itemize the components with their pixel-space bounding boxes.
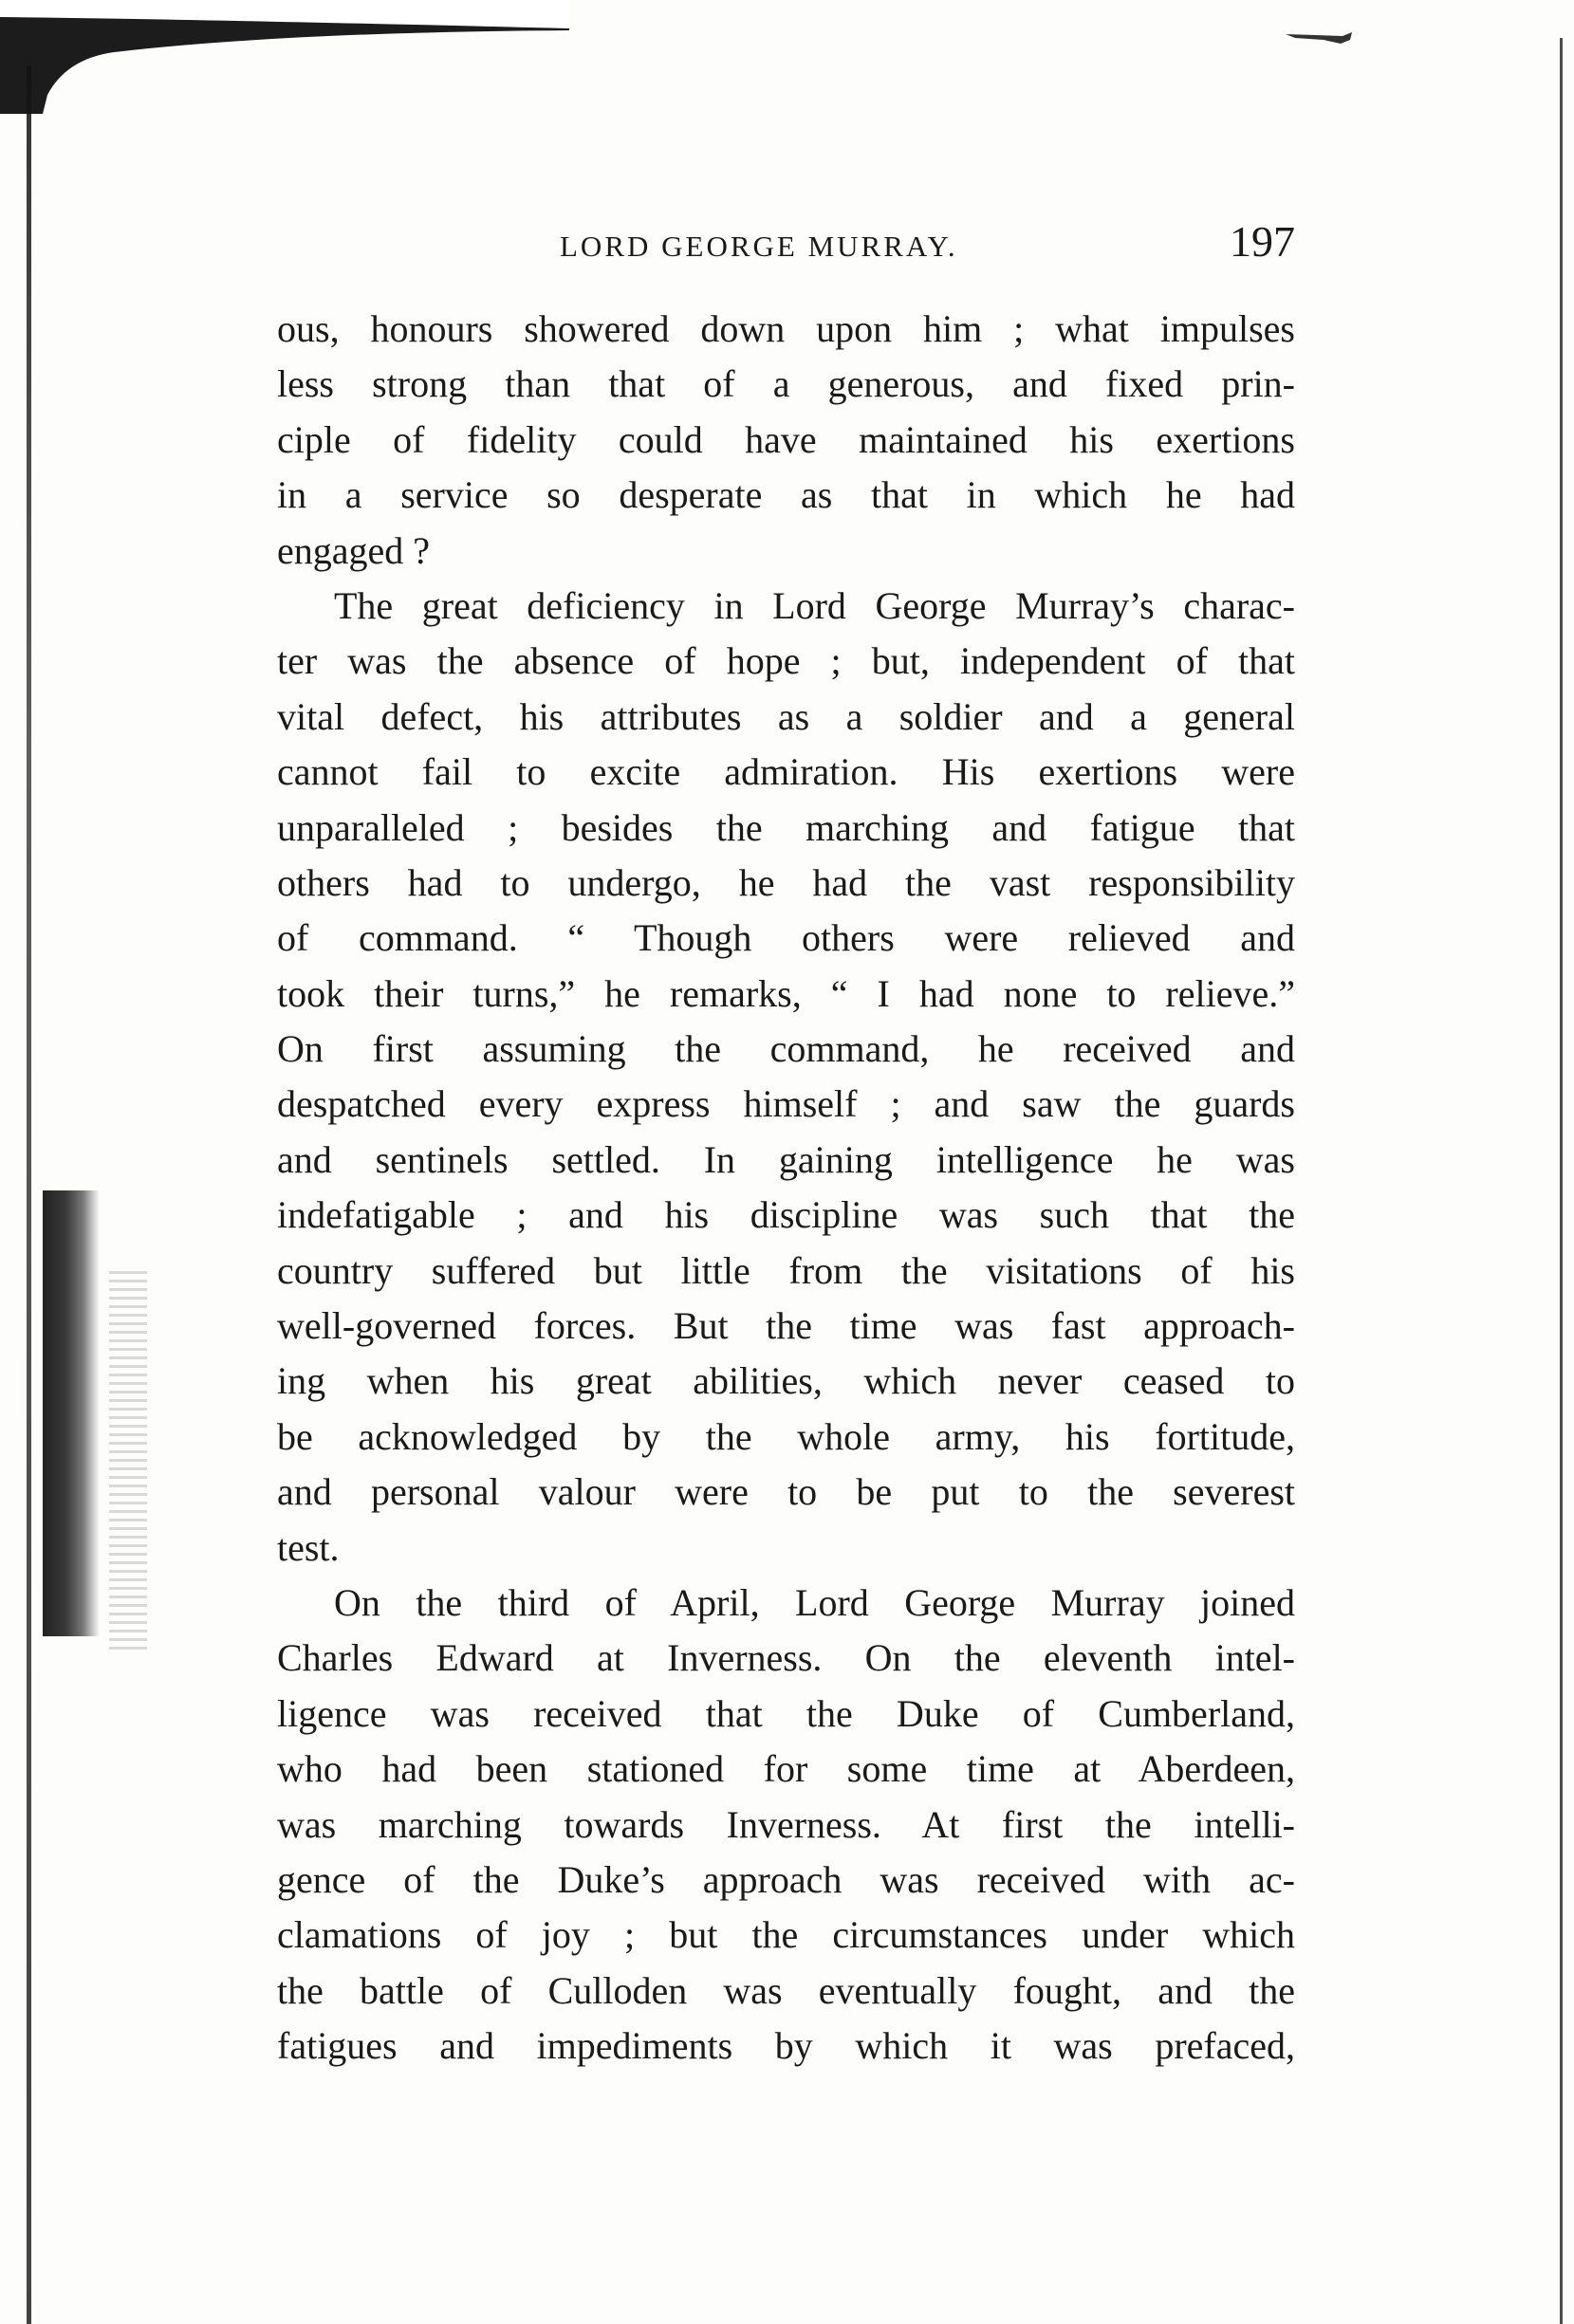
text-line: gence of the Duke’s approach was received with ac- <box>277 1857 1295 1901</box>
text-line: clamations of joy ; but the circumstances under which <box>277 1913 1295 1957</box>
text-line: and personal valour were to be put to the severest <box>277 1470 1295 1514</box>
paragraph-2 <box>277 579 1295 1576</box>
text-line: took their turns,” he remarks, “ I had none to relieve.” <box>277 971 1295 1015</box>
text-line: in a service so desperate as that in which he had <box>277 473 1295 517</box>
running-head-title: LORD GEORGE MURRAY. <box>560 230 958 263</box>
scan-left-edge <box>27 66 31 2324</box>
text-line: On the third of April, Lord George Murray joined <box>334 1580 1295 1624</box>
text-line: ous, honours showered down upon him ; what impulses <box>277 307 1295 350</box>
text-line: the battle of Culloden was eventually fought, and the <box>277 1968 1295 2012</box>
text-line: The great deficiency in Lord George Murray’s charac- <box>334 583 1295 627</box>
text-line: engaged ? <box>277 528 431 572</box>
text-line: fatigues and impediments by which it was prefaced, <box>277 2024 1295 2068</box>
paragraph-3 <box>277 1576 1295 2075</box>
binding-speckle <box>109 1271 147 1651</box>
text-line: be acknowledged by the whole army, his fortitude, <box>277 1414 1295 1458</box>
text-line: who had been stationed for some time at Aberdeen, <box>277 1747 1295 1791</box>
text-line: Charles Edward at Inverness. On the eleventh intel- <box>277 1636 1295 1680</box>
text-line: cannot fail to excite admiration. His exertions were <box>277 750 1295 794</box>
scan-corner-shadow <box>0 0 569 114</box>
text-line: of command. “ Though others were relieved and <box>277 916 1295 960</box>
text-line: ter was the absence of hope ; but, independent of that <box>277 639 1295 683</box>
body-text <box>277 302 1295 2075</box>
text-line: test. <box>277 1525 340 1569</box>
text-line: On first assuming the command, he received and <box>277 1027 1295 1071</box>
scan-ink-mark <box>1286 30 1352 47</box>
paragraph-1 <box>277 302 1295 579</box>
text-line: and sentinels settled. In gaining intelligence he was <box>277 1137 1295 1181</box>
text-line: others had to undergo, he had the vast responsibility <box>277 860 1295 904</box>
text-line: indefatigable ; and his discipline was such that the <box>277 1193 1295 1237</box>
text-line: ciple of fidelity could have maintained his exertions <box>277 417 1295 461</box>
binding-shadow <box>43 1190 100 1636</box>
text-line: despatched every express himself ; and saw the guards <box>277 1082 1295 1126</box>
text-line: unparalleled ; besides the marching and fatigue that <box>277 805 1295 849</box>
text-line: ing when his great abilities, which never ceased to <box>277 1359 1295 1403</box>
running-head <box>275 216 1295 273</box>
page-number: 197 <box>1230 217 1295 266</box>
text-line: country suffered but little from the visitations of his <box>277 1248 1295 1292</box>
text-line: was marching towards Inverness. At first the intelli- <box>277 1802 1295 1846</box>
scan-right-edge <box>1560 38 1563 2324</box>
text-line: well-governed forces. But the time was fast approach- <box>277 1304 1295 1348</box>
text-line: less strong than that of a generous, and fixed prin- <box>277 362 1295 406</box>
text-line: vital defect, his attributes as a soldier and a general <box>277 694 1295 738</box>
text-line: ligence was received that the Duke of Cumberland, <box>277 1691 1295 1735</box>
